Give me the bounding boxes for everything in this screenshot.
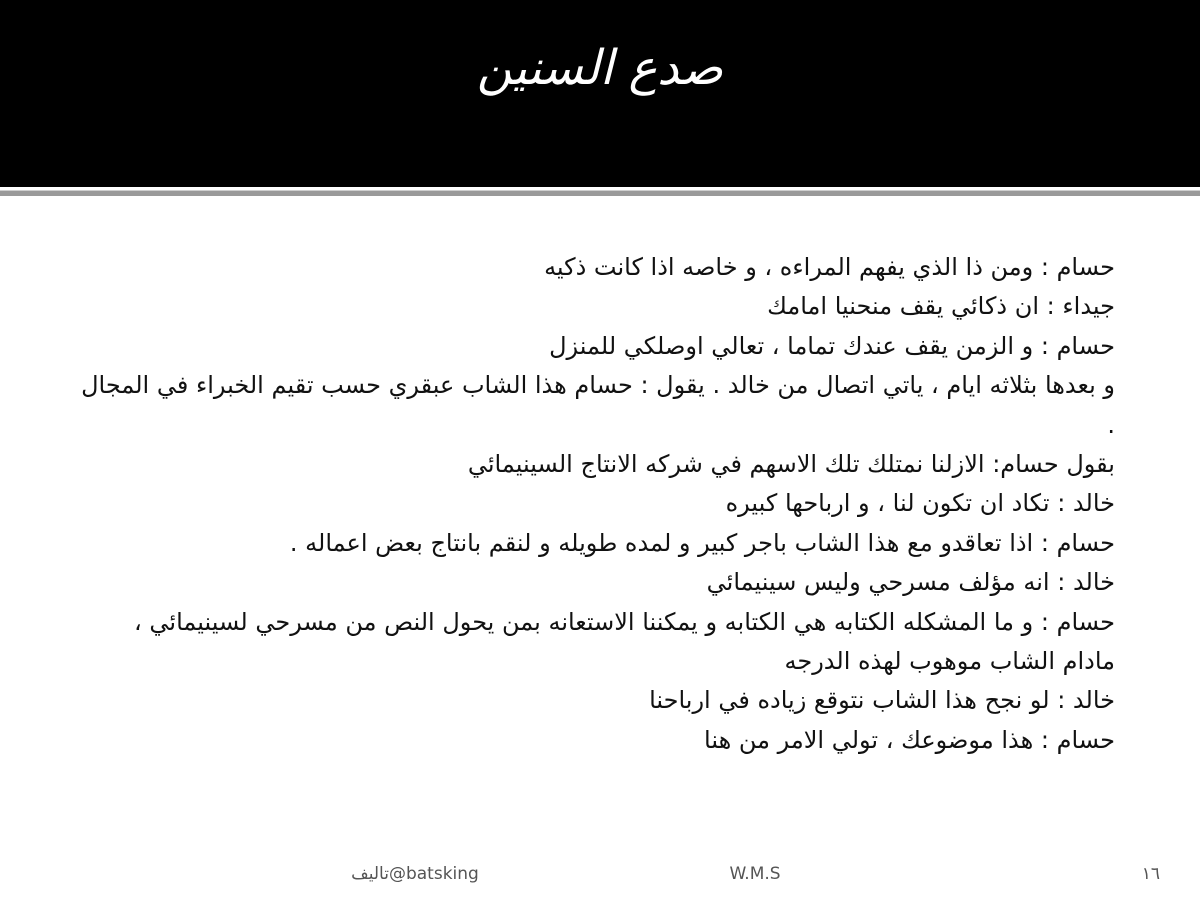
- title-banner: [0, 0, 1200, 187]
- header-divider: [0, 190, 1200, 196]
- dialogue-line: حسام : و الزمن يقف عندك تماما ، تعالي اوصلكي للمنزل: [549, 331, 1115, 360]
- dialogue-line: خالد : لو نجح هذا الشاب نتوقع زياده في ارباحنا: [649, 686, 1115, 715]
- dialogue-line: بقول حسام: الازلنا نمتلك تلك الاسهم في شركه الانتاج السينيمائي: [467, 450, 1115, 479]
- dialogue-line: جيداء : ان ذكائي يقف منحنيا امامك: [767, 292, 1115, 321]
- dialogue-text: [80, 248, 1115, 760]
- page-number: ١٦: [1141, 864, 1160, 884]
- slide-title: صدع السنين: [476, 40, 724, 96]
- dialogue-line: خالد : تكاد ان تكون لنا ، و ارباحها كبيره: [725, 489, 1115, 518]
- dialogue-line: و بعدها بثلاثه ايام ، ياتي اتصال من خالد . يقول : حسام هذا الشاب عبقري حسب تقيم الخبراء في المجال .: [81, 371, 1115, 439]
- dialogue-line: حسام : اذا تعاقدو مع هذا الشاب باجر كبير و لمده طويله و لنقم بانتاج بعض اعماله .: [289, 528, 1115, 557]
- footer-author: تاليف@batsking: [351, 864, 479, 884]
- footer-center-text: W.M.S: [729, 864, 781, 884]
- dialogue-line: حسام : و ما المشكله الكتابه هي الكتابه و يمكننا الاستعانه بمن يحول النص من مسرحي لسينيمائي ، مادام الشاب موهوب لهذه الدرجه: [134, 607, 1115, 676]
- dialogue-line: حسام : ومن ذا الذي يفهم المراءه ، و خاصه اذا كانت ذكيه: [544, 253, 1115, 281]
- dialogue-line: خالد : انه مؤلف مسرحي وليس سينيمائي: [706, 568, 1115, 597]
- dialogue-line: حسام : هذا موضوعك ، تولي الامر من هنا: [704, 725, 1115, 754]
